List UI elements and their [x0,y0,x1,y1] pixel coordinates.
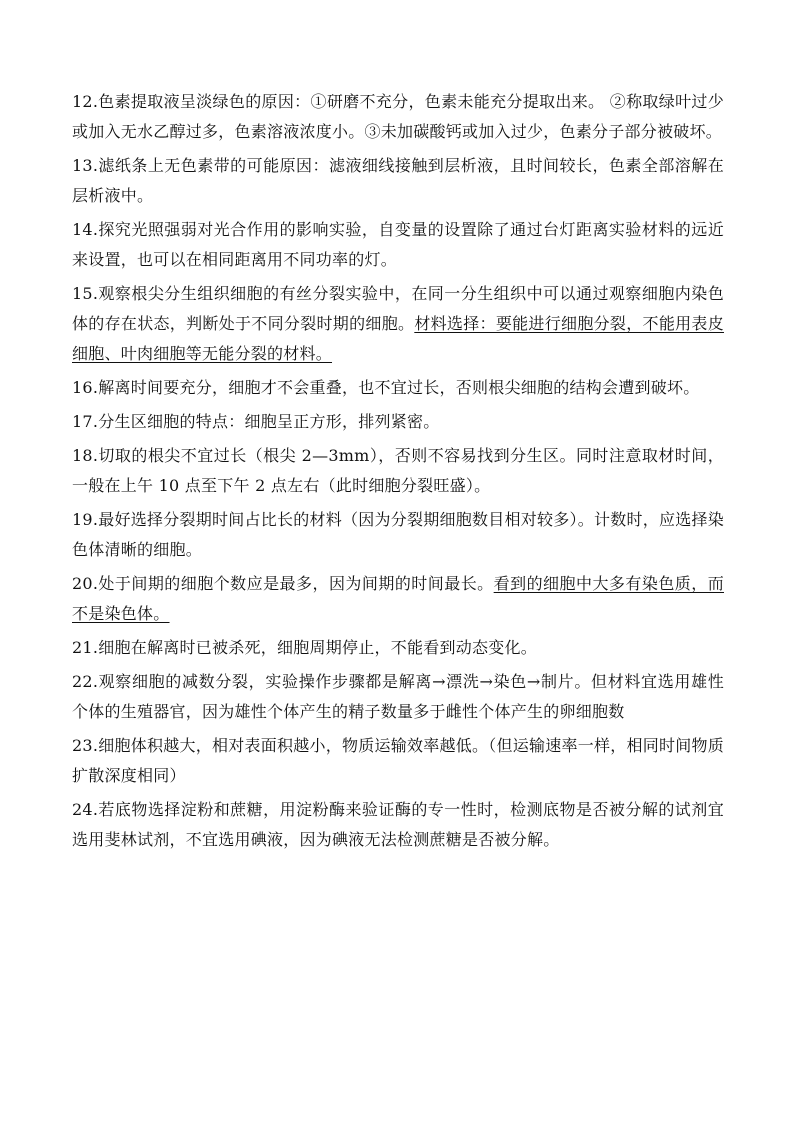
note-18 [72,441,724,501]
note-24-text: 24.若底物选择淀粉和蔗糖，用淀粉酶来验证酶的专一性时，检测底物是否被分解的试剂宜选用斐林试剂，不宜选用碘液，因为碘液无法检测蔗糖是否被分解。 [72,800,724,849]
note-15-underlined-text: 材料选择：要能进行细胞分裂，不能用表皮细胞、叶肉细胞等无能分裂的材料。 [72,314,724,363]
note-16-text: 16.解离时间要充分，细胞才不会重叠，也不宜过长，否则根尖细胞的结构会遭到破坏。 [72,378,700,397]
note-16 [72,373,724,403]
note-20-underlined-text: 看到的细胞中大多有染色质，而不是染色体。 [72,574,724,623]
note-14 [72,215,724,275]
note-20-text: 20.处于间期的细胞个数应是最多，因为间期的时间最长。 [72,574,494,593]
note-15-text: 15.观察根尖分生组织细胞的有丝分裂实验中，在同一分生组织中可以通过观察细胞内染色体的存在状态，判断处于不同分裂时期的细胞。 [72,284,724,333]
note-18-text: 18.切取的根尖不宜过长（根尖 2—3mm），否则不容易找到分生区。同时注意取材时间，一般在上午 10 点至下午 2 点左右（此时细胞分裂旺盛）。 [72,446,724,495]
note-15 [72,279,724,369]
note-19-text: 19.最好选择分裂期时间占比长的材料（因为分裂期细胞数目相对较多）。计数时，应选择染色体清晰的细胞。 [72,510,724,559]
note-13-text: 13.滤纸条上无色素带的可能原因：滤液细线接触到层析液，且时间较长，色素全部溶解在层析液中。 [72,156,724,205]
note-14-text: 14.探究光照强弱对光合作用的影响实验，自变量的设置除了通过台灯距离实验材料的远近来设置，也可以在相同距离用不同功率的灯。 [72,220,724,269]
note-23 [72,731,724,791]
note-20 [72,569,724,629]
document-page [72,87,724,859]
note-22-text: 22.观察细胞的减数分裂，实验操作步骤都是解离→漂洗→染色→制片。但材料宜选用雄性个体的生殖器官，因为雄性个体产生的精子数量多于雌性个体产生的卵细胞数 [72,672,724,721]
note-21-text: 21.细胞在解离时已被杀死，细胞周期停止，不能看到动态变化。 [72,638,537,657]
note-12-text: 12.色素提取液呈淡绿色的原因：①研磨不充分，色素未能充分提取出来。 ②称取绿叶过少或加入无水乙醇过多，色素溶液浓度小。③未加碳酸钙或加入过少，色素分子部分被破坏。 [72,92,724,141]
note-24 [72,795,724,855]
note-17 [72,407,724,437]
note-13 [72,151,724,211]
note-19 [72,505,724,565]
note-21 [72,633,724,663]
note-23-text: 23.细胞体积越大，相对表面积越小，物质运输效率越低。（但运输速率一样，相同时间物质扩散深度相同） [72,736,724,785]
note-12 [72,87,724,147]
note-22 [72,667,724,727]
note-17-text: 17.分生区细胞的特点：细胞呈正方形，排列紧密。 [72,412,440,431]
